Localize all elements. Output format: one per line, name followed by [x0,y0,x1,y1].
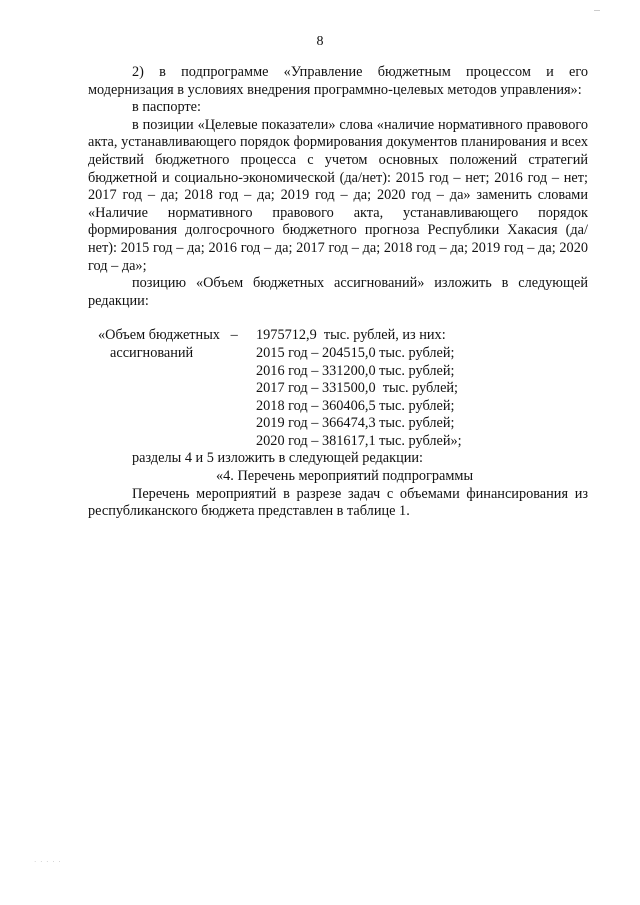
budget-year-2017: 2017 год – 331500,0 тыс. рублей; [256,380,459,397]
paragraph-sections-intro: разделы 4 и 5 изложить в следующей редакции: [132,450,424,467]
budget-year-2018: 2018 год – 360406,5 тыс. рублей; [256,397,455,414]
budget-year-2019: 2019 год – 366474,3 тыс. рублей; [256,415,455,432]
budget-year-2015: 2015 год – 204515,0 тыс. рублей; [256,344,455,361]
paragraph-measures-list: Перечень мероприятий в разрезе задач с объемами финансирования из республиканского бюджета представлен в таблице 1. [88,485,588,520]
scan-mark [594,10,600,11]
budget-label-line2: ассигнований [110,344,194,361]
paragraph-target-indicators: в позиции «Целевые показатели» слова «наличие нормативного правового акта, устанавливающего порядок формирования документов планирования и всех действий бюджетного процесса с учетом основных положений стратегий бюджетной и социально-экономической (да/нет): 2015 год – нет; 2016 год – нет; 2017 год – да; 2018 год – да; 2019 год – да; 2020 год – да» заменить словами «Наличие нормативного правового акта, устанавливающего порядок формирования долгосрочного бюджетного прогноза Республики Хакасия (да/нет): 2015 год – да; 2016 год – да; 2017 год – да; 2018 год – да; 2019 год – да; 2020 год – да»; [88,116,588,274]
page-number: 8 [316,34,324,49]
section-title: «4. Перечень мероприятий подпрограммы [216,468,474,485]
paragraph-subprogram: 2) в подпрограмме «Управление бюджетным процессом и его модернизация в условиях внедрения программно-целевых методов управления»: [88,64,588,98]
budget-label [88,327,256,450]
budget-allocations-block [88,327,588,450]
corner-mark: · · · · · [34,858,62,866]
paragraph-budget-position: позицию «Объем бюджетных ассигнований» изложить в следующей редакции: [88,275,588,309]
budget-total: 1975712,9 тыс. рублей, из них: [256,327,446,344]
paragraph-passport: в паспорте: [132,99,201,116]
budget-values [256,327,462,450]
budget-year-2016: 2016 год – 331200,0 тыс. рублей; [256,362,455,379]
budget-label-line1: «Объем бюджетных – [98,327,238,344]
budget-year-2020: 2020 год – 381617,1 тыс. рублей»; [256,432,462,449]
document-body [88,64,588,521]
